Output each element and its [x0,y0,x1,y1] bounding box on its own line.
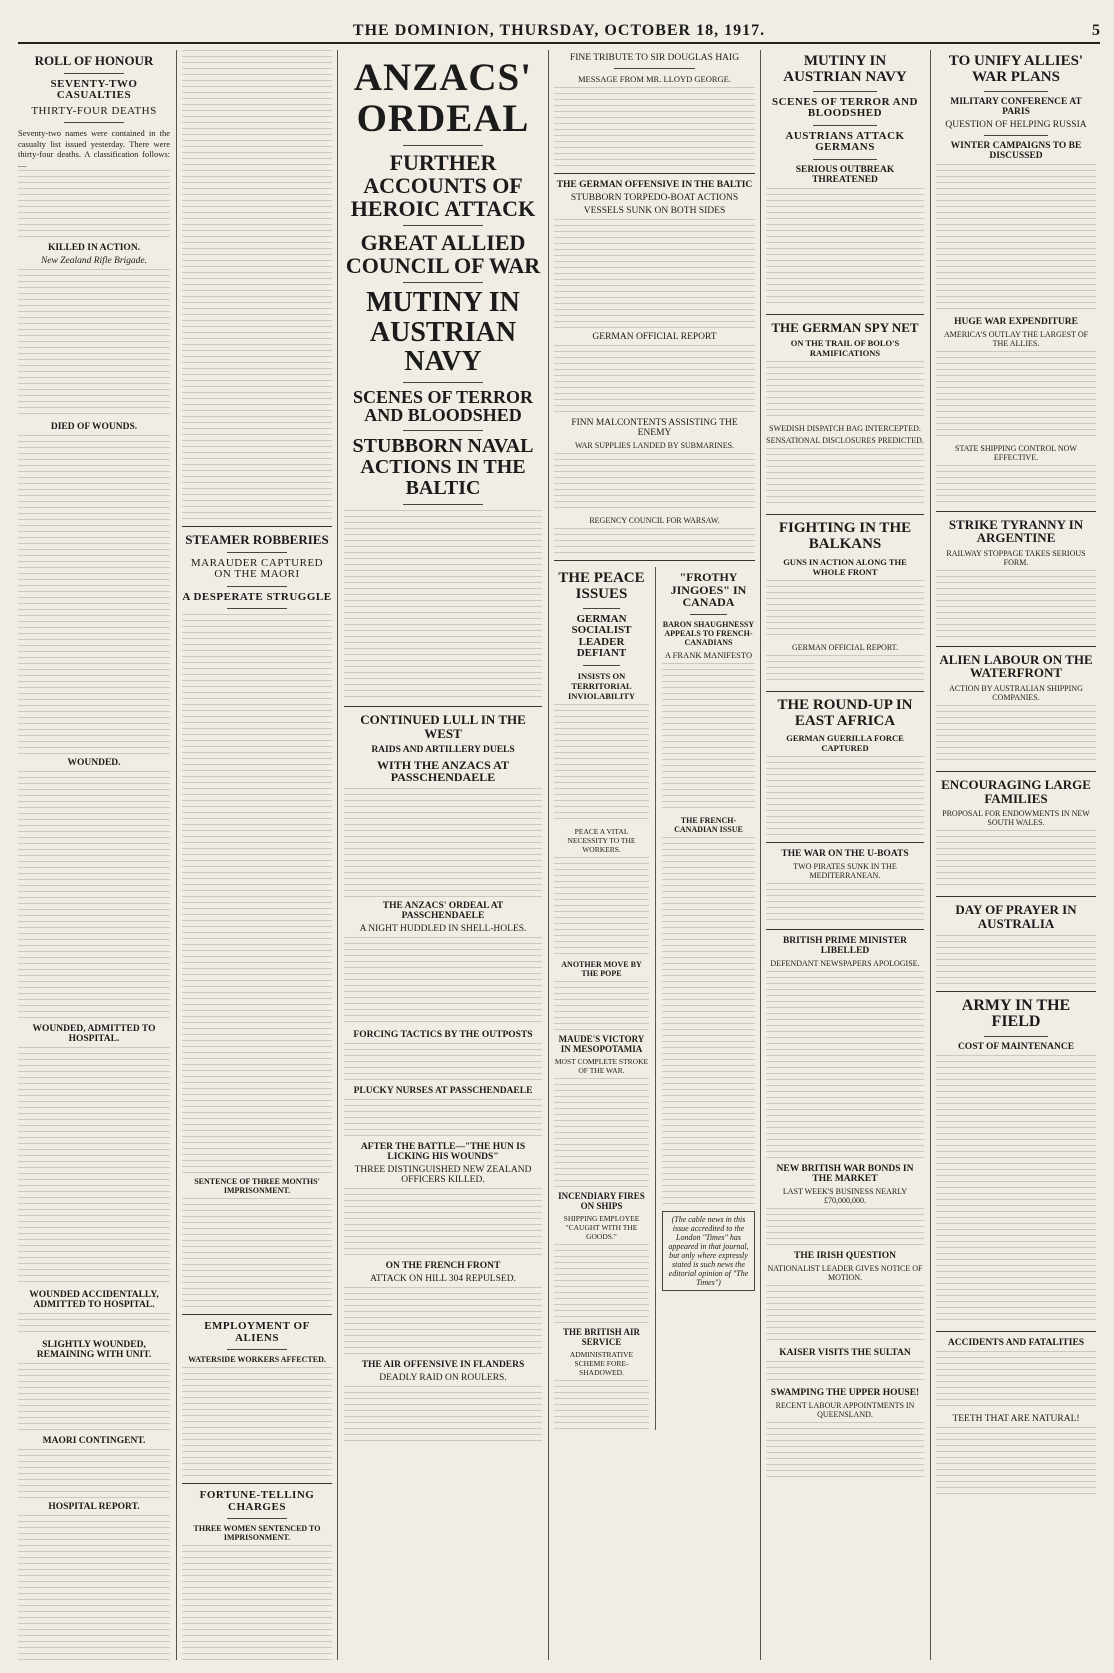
subheadline: MILITARY CONFERENCE AT PARIS [950,96,1082,117]
text-block [554,219,755,329]
text-block [554,1244,649,1324]
text-texture [554,219,755,329]
headline: CONTINUED LULL IN THE WEST [360,712,526,741]
headline: THE GERMAN OFFENSIVE IN THE BALTIC [556,180,753,190]
text-texture [554,528,755,554]
subheadline: FORCING TACTICS BY THE OUTPOSTS [353,1029,533,1040]
text-block [344,1043,542,1083]
headline: ROLL OF HONOUR [34,53,154,68]
column-rule [337,50,338,1660]
text-texture [182,50,332,520]
text-block [936,1427,1096,1497]
headline: THE PEACE ISSUES [558,570,645,602]
text-texture [936,830,1096,890]
text-texture [182,1367,332,1477]
headline: SEVENTY-TWO CASUALTIES [50,77,138,102]
subheadline: THE AIR OFFENSIVE IN FLANDERS [361,1359,525,1370]
text-texture [18,170,170,240]
headline: ACCIDENTS AND FATALITIES [947,1338,1085,1349]
subheadline: NATIONALIST LEADER GIVES NOTICE OF MOTION. [767,1264,923,1283]
text-block [766,1422,924,1482]
text-texture [766,971,924,1161]
text-texture [344,1099,542,1139]
headline: "FROTHY JINGOES" IN CANADA [670,570,747,610]
headline: ENCOURAGING LARGE FAMILIES [941,777,1091,806]
subheadline: COST OF MAINTENANCE [957,1042,1075,1053]
subheadline: THE FRENCH-CANADIAN ISSUE [674,815,743,834]
column-rule [548,50,549,1660]
subheadline: DEADLY RAID ON ROULERS. [379,1372,507,1383]
section-label: SENTENCE OF THREE MONTHS' IMPRISONMENT. [194,1177,320,1196]
subheadline: DEFENDANT NEWSPAPERS APOLOGISE. [770,959,920,969]
subheadline: A DESPERATE STRUGGLE [182,590,332,603]
column-austrian-navy [766,50,924,1660]
headline: TO UNIFY ALLIES' WAR PLANS [948,53,1084,85]
headline: FURTHER ACCOUNTS OF HEROIC ATTACK [350,149,536,222]
column-rule [655,567,656,1430]
headline: GREAT ALLIED COUNCIL OF WAR [345,230,541,279]
subheadline: SERIOUS OUTBREAK THREATENED [795,164,895,185]
text-texture [936,935,1096,985]
headline: FIGHTING IN THE BALKANS [778,520,912,553]
text-block [554,981,649,1031]
subheadline: WAR SUPPLIES LANDED BY SUBMARINES. [574,441,735,450]
masthead [18,20,1100,44]
text-block [662,837,755,1207]
headline: FINE TRIBUTE TO SIR DOUGLAS HAIG [569,53,740,63]
text-block [766,448,924,508]
column-rule [176,50,177,1660]
subheadline: THIRTY-FOUR DEATHS [31,104,157,117]
subheadline: SENSATIONAL DISCLOSURES PREDICTED. [766,436,924,446]
text-texture [344,788,542,898]
text-block [936,705,1096,765]
headline: DAY OF PRAYER IN AUSTRALIA [955,902,1077,931]
subheadline: ACTION BY AUSTRALIAN SHIPPING COMPANIES. [949,684,1083,703]
text-texture [766,1422,924,1482]
subheadline: RAILWAY STOPPAGE TAKES SERIOUS FORM. [946,548,1086,567]
subheadline: RECENT LABOUR APPOINTMENTS IN QUEENSLAND. [775,1401,915,1420]
text-texture [936,1055,1096,1325]
text-texture [766,655,924,685]
subheadline: SWEDISH DISPATCH BAG INTERCEPTED. [769,424,921,434]
text-block [936,935,1096,985]
text-block [182,1367,332,1477]
subheadline: MARAUDER CAPTURED ON THE MAORI [190,556,324,581]
text-block [554,345,755,415]
subheadline: THE BRITISH AIR SERVICE [562,1326,640,1347]
subheadline: THREE WOMEN SENTENCED TO IMPRISONMENT. [193,1524,321,1543]
text-block [344,1099,542,1139]
headline: AUSTRIANS ATTACK GERMANS [785,129,905,154]
headline: EMPLOYMENT OF ALIENS [204,1320,310,1344]
subheadline: INCENDIARY FIRES ON SHIPS [558,1190,645,1211]
text-texture [662,663,755,813]
page-number: 5 [1092,22,1100,39]
subheadline: GUNS IN ACTION ALONG THE WHOLE FRONT [783,556,907,577]
article-body: Seventy-two names were contained in the casualty list issued yesterday. There were thirty-four deaths. A classification follows:— [18,128,170,170]
text-texture [18,1449,170,1499]
section-label: SLIGHTLY WOUNDED, REMAINING WITH UNIT. [36,1340,152,1361]
subheadline: A FRANK MANIFESTO [664,649,753,660]
headline: MUTINY IN AUSTRIAN NAVY [366,287,520,378]
subheadline: ADMINISTRATIVE SCHEME FORE-SHADOWED. [569,1349,634,1377]
text-texture [766,361,924,421]
text-texture [936,570,1096,640]
text-block [18,269,170,419]
text-texture [554,1380,649,1430]
text-texture [344,937,542,1027]
subheadline: LAST WEEK'S BUSINESS NEARLY £70,000,000. [782,1187,908,1206]
section-label: WOUNDED ACCIDENTALLY, ADMITTED TO HOSPITAL. [29,1290,159,1311]
subheadline: MAUDE'S VICTORY IN MESOPOTAMIA [558,1033,645,1054]
text-texture [18,1363,170,1433]
subheadline: MESSAGE FROM MR. LLOYD GEORGE. [577,74,731,84]
headline: STEAMER ROBBERIES [185,532,329,547]
text-block [936,351,1096,441]
text-texture [344,1386,542,1446]
subheadline: VESSELS SUNK ON BOTH SIDES [583,206,726,216]
text-texture [554,453,755,513]
column-allies-war-plans [936,50,1096,1660]
subheadline: GERMAN GUERILLA FORCE CAPTURED [786,733,904,754]
subheadline: INSISTS ON TERRITORIAL INVIOLABILITY [567,670,636,701]
text-texture [554,704,649,824]
subheadline: FINN MALCONTENTS ASSISTING THE ENEMY [571,418,738,438]
text-texture [766,580,924,640]
headline: KAISER VISITS THE SULTAN [779,1348,911,1359]
headline: FORTUNE-TELLING CHARGES [199,1489,315,1513]
text-block [554,528,755,554]
text-block [344,510,542,700]
text-block [936,1351,1096,1411]
subheadline: ANOTHER MOVE BY THE POPE [561,959,642,978]
text-block [766,188,924,308]
column-steamer-robberies [182,50,332,1660]
subheadline: SHIPPING EMPLOYEE "CAUGHT WITH THE GOODS." [563,1213,640,1241]
text-texture [18,269,170,419]
peace-issues-column [554,567,649,1430]
column-rule [760,50,761,1660]
text-texture [18,1313,170,1337]
column-rule [930,50,931,1660]
subheadline: GERMAN OFFICIAL REPORT. [792,642,898,652]
subheadline: STATE SHIPPING CONTROL NOW EFFECTIVE. [955,443,1077,462]
headline: GERMAN SOCIALIST LEADER DEFIANT [571,612,632,660]
headline: NEW BRITISH WAR BONDS IN THE MARKET [776,1164,914,1185]
text-texture [766,883,924,923]
subheadline: REGENCY COUNCIL FOR WARSAW. [589,516,720,525]
text-texture [766,448,924,508]
text-block [554,1380,649,1430]
headline: THE WAR ON THE U-BOATS [781,849,909,860]
section-label: WOUNDED, ADMITTED TO HOSPITAL. [32,1024,156,1045]
subheadline: THE ANZACS' ORDEAL AT PASSCHENDAELE [382,900,504,921]
section-label: New Zealand Rifle Brigade. [40,256,148,267]
text-block [182,1198,332,1308]
text-texture [662,837,755,1207]
section-label: MAORI CONTINGENT. [42,1436,146,1447]
text-texture [554,857,649,957]
text-texture [766,756,924,836]
text-block [18,1313,170,1337]
text-texture [182,614,332,1174]
text-block [182,1545,332,1660]
text-texture [182,1198,332,1308]
text-texture [766,1285,924,1345]
section-label: WOUNDED. [67,758,121,769]
text-block [18,1363,170,1433]
text-block [766,883,924,923]
text-texture [554,1078,649,1188]
subheadline: PLUCKY NURSES AT PASSCHENDAELE [353,1085,533,1096]
subheadline: ON THE FRENCH FRONT [385,1260,501,1271]
text-texture [766,1208,924,1248]
section-label: HOSPITAL REPORT. [48,1502,140,1513]
text-texture [766,188,924,308]
subheadline: MOST COMPLETE STROKE OF THE WAR. [554,1056,649,1075]
text-texture [766,1361,924,1385]
text-texture [936,351,1096,441]
text-texture [344,1043,542,1083]
text-block [936,465,1096,505]
headline: WITH THE ANZACS AT PASSCHENDAELE [377,757,509,785]
text-block [344,788,542,898]
section-label: DIED OF WOUNDS. [50,422,138,433]
subheadline: GERMAN OFFICIAL REPORT [592,332,717,342]
text-texture [936,1351,1096,1411]
headline: MUTINY IN AUSTRIAN NAVY [783,53,907,85]
text-texture [554,1244,649,1324]
text-block [554,1078,649,1188]
text-block [344,1386,542,1446]
text-texture [344,510,542,700]
column-roll-of-honour [18,50,170,1660]
text-texture [18,771,170,1021]
text-block [766,1208,924,1248]
text-block [766,361,924,421]
text-texture [554,87,755,167]
headline: STUBBORN NAVAL ACTIONS IN THE BALTIC [352,435,534,500]
text-texture [936,705,1096,765]
text-block [18,435,170,755]
text-block [182,50,332,520]
text-texture [554,345,755,415]
text-texture [936,1427,1096,1497]
subheadline: WATERSIDE WORKERS AFFECTED. [188,1355,326,1365]
text-block [766,971,924,1161]
text-texture [18,435,170,755]
main-headline: ANZACS' ORDEAL [353,56,533,140]
headline: SCENES OF TERROR AND BLOODSHED [771,95,918,120]
text-block [766,655,924,685]
text-block [936,570,1096,640]
subheadline: QUESTION OF HELPING RUSSIA [945,119,1087,130]
text-block [18,170,170,240]
headline: STRIKE TYRANNY IN ARGENTINE [948,516,1084,546]
text-block [554,857,649,957]
headline: BRITISH PRIME MINISTER LIBELLED [782,936,908,957]
text-block [18,771,170,1021]
headline: ALIEN LABOUR ON THE WATERFRONT [939,651,1093,681]
subheadline: WINTER CAMPAIGNS TO BE DISCUSSED [950,140,1082,161]
subheadline: A NIGHT HUDDLED IN SHELL-HOLES. [359,923,527,934]
text-texture [344,1188,542,1258]
text-block [936,1055,1096,1325]
text-texture [344,1287,542,1357]
text-texture [18,1515,170,1660]
subheadline: AFTER THE BATTLE—"THE HUN IS LICKING HIS WOUNDS" [360,1141,526,1162]
text-block [18,1515,170,1660]
subheadline: TWO PIRATES SUNK IN THE MEDITERRANEAN. [793,862,897,881]
text-block [344,1287,542,1357]
subheadline: BARON SHAUGHNESSY APPEALS TO FRENCH-CANADIANS [662,619,755,647]
masthead-title: THE DOMINION, THURSDAY, OCTOBER 18, 1917. [352,22,766,39]
text-block [18,1449,170,1499]
subheadline: AMERICA'S OUTLAY THE LARGEST OF THE ALLIES. [943,329,1089,348]
text-block [344,937,542,1027]
subheadline: PROPOSAL FOR ENDOWMENTS IN NEW SOUTH WALES. [942,809,1090,828]
headline: THE IRISH QUESTION [794,1251,896,1262]
text-block [766,756,924,836]
text-block [554,704,649,824]
text-texture [936,465,1096,505]
text-block [662,663,755,813]
headline: SCENES OF TERROR AND BLOODSHED [352,386,534,426]
text-block [766,1285,924,1345]
canada-column [662,567,755,1430]
text-texture [182,1545,332,1660]
headline: THE GERMAN SPY NET [771,319,919,335]
text-block [936,830,1096,890]
text-texture [18,1047,170,1287]
text-texture [554,981,649,1031]
text-block [766,1361,924,1385]
subheadline: TEETH THAT ARE NATURAL! [952,1414,1080,1425]
headline: HUGE WAR EXPENDITURE [954,316,1078,327]
text-block [936,164,1096,314]
subheadline: PEACE A VITAL NECESSITY TO THE WORKERS. [567,826,636,854]
text-texture [936,164,1096,314]
split-section [554,567,755,1430]
cable-note: (The cable news in this issue accredited to the London "Times" has appeared in that journal, but only where expressly stated is such news the editorial opinion of "The Times") [662,1211,755,1291]
subheadline: ATTACK ON HILL 304 REPULSED. [370,1273,516,1284]
subheadline: ON THE TRAIL OF BOLO'S RAMIFICATIONS [790,338,900,359]
column-baltic [554,50,755,1660]
headline: ARMY IN THE FIELD [961,996,1071,1031]
text-block [766,580,924,640]
text-block [554,453,755,513]
headline: SWAMPING THE UPPER HOUSE! [770,1388,920,1399]
headline: THE ROUND-UP IN EAST AFRICA [777,696,913,729]
subheadline: RAIDS AND ARTILLERY DUELS [371,744,515,755]
text-block [554,87,755,167]
column-anzacs-ordeal [344,50,542,1660]
subheadline: STUBBORN TORPEDO-BOAT ACTIONS [570,193,739,203]
text-block [182,614,332,1174]
section-label: KILLED IN ACTION. [47,243,141,254]
text-block [344,1188,542,1258]
text-block [18,1047,170,1287]
subheadline: THREE DISTINGUISHED NEW ZEALAND OFFICERS KILLED. [354,1164,532,1185]
